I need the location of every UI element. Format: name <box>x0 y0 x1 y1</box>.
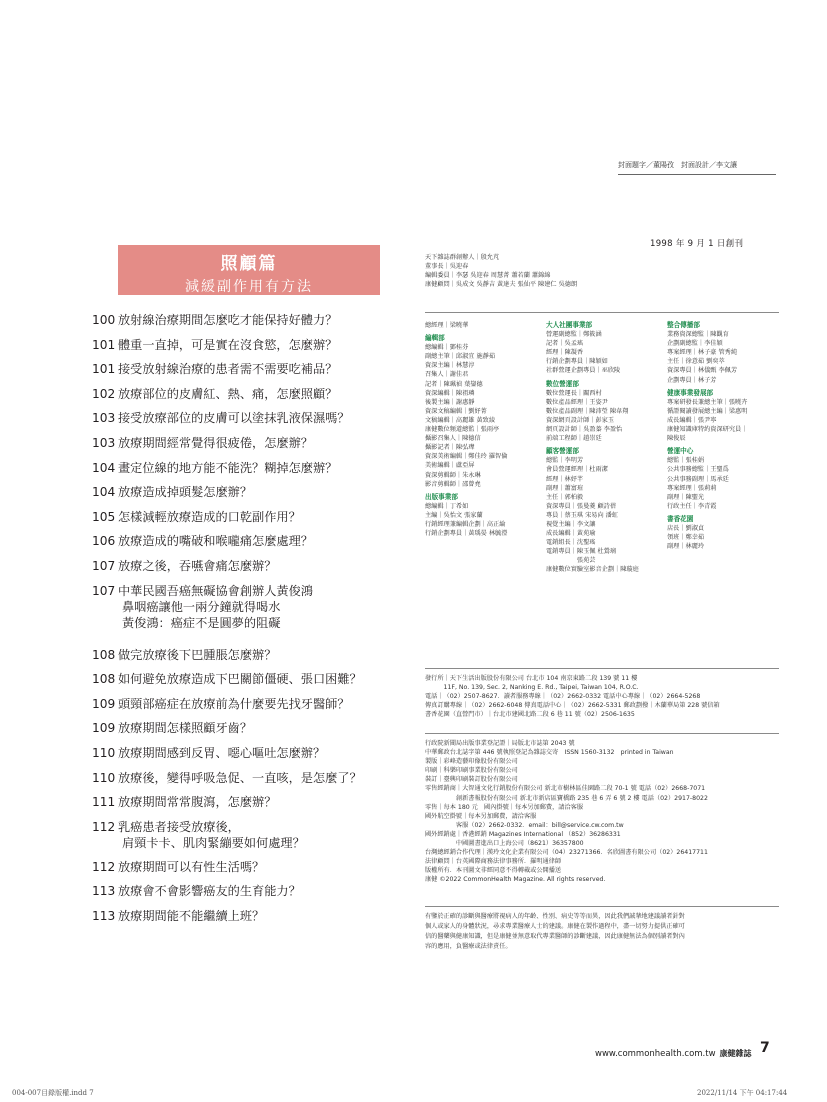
staff-entry: 陳俊辰 <box>667 435 686 443</box>
toc-title: 放療期間可以有性生活嗎？ <box>118 859 265 874</box>
info-block-line: 客服（02）2662-0332．email：bill@service.cw.com.tw <box>425 821 624 829</box>
toc-page-number: 104 <box>92 460 116 475</box>
staff-section-heading: 大人社團事業部 <box>546 321 593 329</box>
staff-entry: 社群營運企劃專員｜巫欣陵 <box>546 367 621 375</box>
info-block-line: 零售經銷商｜大智通文化行銷股份有限公司 新北市樹林區佳園路二段 70-1 號 電話（02）2668-7071 <box>425 785 706 793</box>
toc-title: 如何避免放療造成下巴關節僵硬、張口困難？ <box>118 672 362 687</box>
section-subtitle: 減緩副作用有方法 <box>185 279 313 295</box>
footer-magazine-name: 康健雜誌 <box>719 1049 752 1058</box>
disclaimer-divider <box>425 906 779 907</box>
staff-entry: 公共事務總監｜王聖爲 <box>667 466 729 474</box>
toc-page-number: 103 <box>92 435 116 450</box>
staff-entry: 資深專員｜林儀甄 李佩芳 <box>667 367 738 375</box>
founded-date: 1998 年 9 月 1 日創刊 <box>650 239 744 249</box>
staff-entry: 資深文稿編輯｜劉妤菁 <box>425 407 487 415</box>
toc-page-number: 109 <box>92 721 116 736</box>
staff-entry: 前端工程師｜趙崇廷 <box>546 435 602 443</box>
toc-line <box>92 883 397 899</box>
publisher-block-line: 書香花園（直營門市）｜台北市建國北路二段 6 巷 11 號（02）2506-1635 <box>425 711 635 719</box>
info-block-line: 中華郵政台北誌字第 446 號執照登記為雜誌交寄 ISSN 1560-3132 printed in Taiwan <box>425 749 674 757</box>
toc-title: 放療期間經常覺得很疲倦，怎麼辦？ <box>118 435 313 450</box>
info-block-line: 製版｜彩峰造藝印像股份有限公司 <box>425 758 518 766</box>
staff-entry: 電銷組長｜沈聖瑤 <box>546 539 596 547</box>
staff-entry: 總編輯｜丁希如 <box>425 502 469 510</box>
staff-entry: 店長｜劉淑貞 <box>667 524 705 532</box>
staff-entry: 總監｜李明芳 <box>546 457 584 465</box>
cover-credit: 封面題字／董陽孜 封面設計／李文讓 <box>618 161 737 169</box>
publisher-info <box>425 674 779 719</box>
masthead-top-line: 董事長｜吳迎春 <box>425 263 469 271</box>
staff-entry: 副理｜林麗玲 <box>667 543 705 551</box>
toc-title: 接受放射線治療的患者需不需要吃補品？ <box>118 362 338 377</box>
toc-page-number: 112 <box>92 859 116 874</box>
publisher-block-line: 11F, No. 139, Sec. 2, Nanking E. Rd., Taipei, Taiwan 104, R.O.C. <box>425 684 639 692</box>
info-block-line: 台灣總經銷合作代理｜漢玲文化企業有限公司（04）23271366．名欣圖書有限公司（02）26417711 <box>425 849 708 857</box>
staff-section-heading: 營運中心 <box>667 447 694 456</box>
staff-entry: 循證閱讀發展總主編｜梁惠明 <box>667 407 748 415</box>
staff-entry: 業務資深總監｜陳觀育 <box>667 331 729 339</box>
toc-entry[interactable] <box>92 410 397 435</box>
toc-page-number: 110 <box>92 745 116 760</box>
toc-subline: 黃俊鴻：癌症不是圓夢的阻礙 <box>122 615 281 630</box>
toc-page-number: 100 <box>92 313 116 327</box>
toc-entry[interactable] <box>92 484 397 509</box>
disclaimer-line: 信的醫藥與健康知識，但是康健並無意取代專業醫師的診斷建議，因此康健無法為個別讀者對內 <box>425 933 685 940</box>
staff-column-3 <box>667 321 747 551</box>
staff-entry: 資深主編｜林慧淳 <box>425 362 475 370</box>
info-block-line: 康健 ©2022 CommonHealth Magazine. All rights reserved. <box>425 876 606 884</box>
print-slug-file: 004-007目錄版權.indd 7 <box>12 1089 94 1097</box>
info-block-line: 中國圖書進出口上海公司（8621）36357800 <box>425 840 584 848</box>
toc-entry[interactable] <box>92 770 397 795</box>
toc-page-number: 108 <box>92 647 116 662</box>
toc-page-number: 104 <box>92 485 116 500</box>
staff-section-heading: 健康事業發展部 <box>667 388 714 397</box>
toc-entry[interactable] <box>92 696 397 721</box>
publisher-block-line: 電話｜（02）2507-8627．讀者服務專線｜（02）2662-0332 電話中心專線｜（02）2664-5268 <box>425 693 701 701</box>
staff-section-heading: 數位營運部 <box>546 379 579 388</box>
staff-entry: 康健數位頻道總監｜張雨亭 <box>425 426 500 434</box>
toc-entry[interactable] <box>92 509 397 534</box>
toc-line <box>92 509 397 525</box>
staff-entry: 影音剪輯師｜邵曾堯 <box>425 480 481 488</box>
info-block-line: 創新書報股份有限公司 新北市新店區寶橋路 235 巷 6 弄 6 號 2 樓 電話（02）2917-8022 <box>425 794 708 802</box>
toc-entry[interactable] <box>92 859 397 884</box>
info-block-line: 裝訂｜臺興印刷裝訂股份有限公司 <box>425 776 518 784</box>
toc-entry[interactable] <box>92 558 397 583</box>
staff-entry: 會員營運經理｜杜雨潔 <box>546 466 608 474</box>
toc-line <box>92 908 397 924</box>
staff-entry: 行政主任｜李青霞 <box>667 502 717 510</box>
staff-entry: 專案研發長兼總主筆｜張曉卉 <box>667 398 748 406</box>
staff-entry: 資深美術編輯｜鄭佳玲 羅智倫 <box>425 453 508 461</box>
staff-entry: 文稿編輯｜高麗雄 黃致綾 <box>425 416 496 424</box>
toc-line <box>92 337 397 353</box>
staff-entry: 副理｜陳聖光 <box>667 493 705 501</box>
toc-title: 放療部位的皮膚紅、熱、痛，怎麼照顧？ <box>118 386 338 401</box>
staff-entry: 康健知識庫特約資深研究員｜ <box>667 426 748 434</box>
toc-page-number: 113 <box>92 908 116 923</box>
staff-entry: 網頁設計師｜吳盈蓁 李盈怡 <box>546 426 623 434</box>
staff-entry: 行銷企劃專員｜黃瑀晏 林毓瀅 <box>425 530 508 538</box>
staff-entry: 行銷企劃專員｜陳穎如 <box>546 358 608 366</box>
staff-entry: 公共事務副理｜馬承廷 <box>667 475 729 483</box>
info-block-line: 國外經銷處｜香港經銷 Magazines International （852）36286331 <box>425 830 621 838</box>
toc-title: 放療造成掉頭髮怎麼辦？ <box>118 485 253 500</box>
footer-website[interactable]: www.commonhealth.com.tw <box>595 1049 716 1059</box>
publisher-block-line: 傳真訂購專線｜（02）2662-6048 傳真電話中心｜（02）2662-5331 郵政劃撥｜木蘭華局第 228 號信箱 <box>425 702 720 710</box>
toc-entry[interactable] <box>92 647 397 672</box>
staff-entry: 成長編輯｜張尹寧 <box>667 416 717 424</box>
staff-entry: 視覺主編｜李文讓 <box>546 520 596 528</box>
toc-title: 放療之後，吞嚥會痛怎麼辦？ <box>118 558 277 573</box>
staff-entry: 張苑芸 <box>546 557 596 565</box>
staff-entry: 召集人｜謝佳君 <box>425 371 469 379</box>
staff-entry: 領班｜鄭幸茹 <box>667 534 705 542</box>
disclaimer-line: 有鑒於正確的診斷與醫療將視病人的年齡、性別、病史等等而異，因此我們誠摯地建議讀者針對 <box>425 913 685 920</box>
toc-line <box>92 696 397 712</box>
toc-entry[interactable] <box>92 533 397 558</box>
toc-line <box>92 312 397 328</box>
staff-column-2 <box>546 321 639 575</box>
toc-line <box>92 647 397 663</box>
toc-title: 頭頸部癌症在放療前為什麼要先找牙醫師？ <box>118 696 350 711</box>
staff-entry: 資深編輯｜陳祖璘 <box>425 389 475 397</box>
toc-page-number: 107 <box>92 583 116 598</box>
staff-entry: 後製主編｜謝惠靜 <box>425 398 475 406</box>
publisher-divider <box>425 668 779 669</box>
toc-line <box>92 410 397 426</box>
staff-entry: 攝影召集人｜陳德信 <box>425 435 481 443</box>
toc-line <box>92 671 397 687</box>
staff-entry: 經理｜陳凝香 <box>546 349 584 357</box>
staff-column-1 <box>425 321 507 538</box>
staff-entry: 電銷專員｜陳玉佩 杜鶯璃 <box>546 548 617 556</box>
toc-title: 做完放療後下巴腫脹怎麼辦？ <box>118 647 277 662</box>
toc-line <box>92 720 397 736</box>
toc-title: 放療後，變得呼吸急促、一直咳，是怎麼了？ <box>118 770 362 785</box>
toc-title: 放療期間怎樣照顧牙齒？ <box>118 721 253 736</box>
section-title: 照顧篇 <box>220 254 278 274</box>
staff-section-heading: 顧客營運部 <box>546 447 579 456</box>
toc-entry[interactable] <box>92 745 397 770</box>
toc-page-number: 110 <box>92 770 116 785</box>
toc-entry[interactable] <box>92 361 397 386</box>
page-number: 7 <box>760 1040 770 1056</box>
staff-entry: 記者｜吳孟瑤 <box>546 340 584 348</box>
staff-entry: 企劃專員｜林子芳 <box>667 376 717 384</box>
staff-entry: 副總主筆｜邱淑宜 施靜茹 <box>425 353 496 361</box>
staff-entry: 行銷經理兼編輯企劃｜高正綸 <box>425 520 506 528</box>
toc-line <box>92 819 397 835</box>
masthead-top-line: 編輯委員｜李瑟 吳迎春 周慧菁 蕭若蘭 蕭錦綿 <box>425 272 551 280</box>
toc-title: 放療期間感到反胃、噁心嘔吐怎麼辦？ <box>118 745 326 760</box>
masthead-top <box>425 253 779 289</box>
toc-line <box>92 361 397 377</box>
toc-page-number: 111 <box>92 795 116 810</box>
registration-info <box>425 739 779 885</box>
staff-entry: 經理｜林妤芊 <box>546 475 584 483</box>
toc-entry[interactable] <box>92 435 397 460</box>
staff-section-heading: 出版事業部 <box>425 492 458 501</box>
toc-title: 放療期間能不能繼續上班？ <box>118 908 265 923</box>
toc-line <box>92 460 397 476</box>
staff-entry: 主任｜徐意茹 劉奕萃 <box>667 358 725 366</box>
staff-entry: 專案經理｜林子豪 管秀純 <box>667 349 738 357</box>
disclaimer-line: 個人或家人的身體狀況，尋求專業醫療人士的建議。康健在製作過程中，盡一切努力提供正確可 <box>425 923 685 930</box>
toc-page-number: 112 <box>92 819 116 834</box>
toc-line <box>92 583 397 599</box>
toc-line <box>92 794 397 810</box>
info-block-line: 印刷｜科樂印刷事業股份有限公司 <box>425 767 518 775</box>
toc-page-number: 107 <box>92 558 116 573</box>
staff-entry: 企劃副總監｜李佳穎 <box>667 340 723 348</box>
staff-entry: 資深剪輯師｜朱永琳 <box>425 471 481 479</box>
masthead-top-line: 康健顧問｜吳成文 吳靜吉 黃達夫 張仙平 陳建仁 吳德朗 <box>425 281 578 289</box>
toc-page-number: 113 <box>92 884 116 899</box>
info-block-line: 零售｜每本 180 元 國內掛號｜每本另加郵費，請洽客服 <box>425 803 584 811</box>
toc-page-number: 103 <box>92 411 116 426</box>
staff-entry: 康健數位實驗室影音企劃｜陳璇庭 <box>546 566 639 574</box>
cover-credit-rule <box>618 174 776 175</box>
staff-entry: 總編輯｜鄧桂芬 <box>425 344 469 352</box>
toc-line <box>92 435 397 451</box>
toc-page-number: 106 <box>92 534 116 549</box>
masthead-top-line: 天下雜誌群創辦人｜殷允芃 <box>425 254 500 261</box>
toc-page-number: 101 <box>92 362 116 377</box>
toc-subline: 鼻咽癌讓他一兩分鐘就得喝水 <box>122 599 281 614</box>
toc-page-number: 101 <box>92 337 116 352</box>
toc-title: 怎樣減輕放療造成的口乾副作用？ <box>118 509 301 524</box>
toc-line <box>92 859 397 875</box>
staff-entry: 營運副總監｜鄭筱涵 <box>546 331 602 339</box>
staff-section-heading: 整合傳播部 <box>667 321 700 329</box>
toc-page-number: 102 <box>92 386 116 401</box>
info-block-line: 法律顧問｜台英國際商務法律事務所．羅明通律師 <box>425 858 562 866</box>
toc-line <box>92 386 397 402</box>
toc-entry[interactable] <box>92 671 397 696</box>
toc-line <box>92 558 397 574</box>
toc-title: 放射線治療期間怎麼吃才能保持好體力？ <box>118 313 338 327</box>
toc-page-number: 105 <box>92 509 116 524</box>
staff-entry: 成長編輯｜黃苑瑜 <box>546 530 596 538</box>
publisher-block-line: 發行所｜天下生活出版股份有限公司 台北市 104 南京東路二段 139 號 11 樓 <box>425 675 638 682</box>
staff-section-heading: 編輯部 <box>425 334 445 343</box>
medical-disclaimer <box>425 912 779 952</box>
toc-title: 放療造成的嘴破和喉嚨痛怎麼處理？ <box>118 534 313 549</box>
toc-entry[interactable] <box>92 386 397 411</box>
footer-url <box>595 1048 752 1059</box>
toc-title: 乳癌患者接受放療後， <box>118 819 240 834</box>
toc-line <box>92 484 397 500</box>
toc-line <box>92 770 397 786</box>
staff-entry: 數位產品經理｜王姿尹 <box>546 398 608 406</box>
staff-entry: 攝影記者｜陳弘瑋 <box>425 444 475 452</box>
info-block-line: 行政院新聞局出版事業登記證｜局版北市誌第 2043 號 <box>425 740 575 747</box>
section-title-box <box>118 245 380 295</box>
table-of-contents <box>92 312 397 932</box>
staff-entry: 資深專員｜張曼菱 顧詩蓓 <box>546 502 617 510</box>
staff-entry: 美術編輯｜盧亞屏 <box>425 462 475 470</box>
staff-entry: 記者｜陳珮禎 葉鋆德 <box>425 380 483 388</box>
disclaimer-line: 容的應用，負醫療或法律責任。 <box>425 943 512 950</box>
info-block-line: 版權所有．本刊圖文非經同意不得轉載或公開播送 <box>425 867 562 875</box>
toc-entry[interactable] <box>92 819 397 859</box>
staff-entry: 數位營運長｜關西村 <box>546 389 602 397</box>
info-block-line: 國外航空掛號｜每本另加郵費，請洽客服 <box>425 812 537 820</box>
toc-title: 放療期間常常腹瀉，怎麼辦？ <box>118 795 277 810</box>
toc-entry[interactable] <box>92 794 397 819</box>
toc-entry[interactable] <box>92 908 397 933</box>
staff-entry: 數位產品副理｜陳沛瑩 陳韋翔 <box>546 407 629 415</box>
toc-title: 中華民國吾癌無礙協會創辦人黃俊鴻 <box>118 583 313 598</box>
toc-page-number: 109 <box>92 696 116 711</box>
toc-subline: 肩頸卡卡、肌肉緊繃要如何處理？ <box>122 835 305 850</box>
toc-title: 接受放療部位的皮膚可以塗抹乳液保濕嗎？ <box>118 411 350 426</box>
staff-entry: 副理｜蕭富瑄 <box>546 484 584 492</box>
toc-page-number: 108 <box>92 672 116 687</box>
toc-entry[interactable] <box>92 583 397 647</box>
staff-entry: 專員｜蔡玉琪 宋易向 潘虹 <box>546 511 618 519</box>
toc-entry[interactable] <box>92 720 397 745</box>
staff-section-heading: 書香花園 <box>667 514 694 523</box>
print-slug-timestamp: 2022/11/14 下午 04:17:44 <box>697 1089 788 1097</box>
staff-entry: 主編｜吳怡文 張家蘭 <box>425 511 483 519</box>
toc-entry[interactable] <box>92 312 397 337</box>
toc-title: 體重一直掉，可是實在沒食慾，怎麼辦？ <box>118 337 338 352</box>
toc-entry[interactable] <box>92 460 397 485</box>
toc-title: 放療會不會影響癌友的生育能力？ <box>118 884 301 899</box>
masthead-divider <box>425 312 779 313</box>
registration-divider <box>425 733 779 734</box>
toc-entry[interactable] <box>92 883 397 908</box>
toc-line <box>92 533 397 549</box>
staff-entry: 專案經理｜張莉莉 <box>667 484 717 492</box>
toc-line <box>92 745 397 761</box>
toc-entry[interactable] <box>92 337 397 362</box>
staff-entry: 主任｜郭柏毅 <box>546 493 584 501</box>
staff-entry: 資深網頁設計師｜彭家玉 <box>546 416 615 424</box>
staff-entry: 總經理｜梁曉華 <box>425 322 469 329</box>
toc-title: 畫定位線的地方能不能洗？糊掉怎麼辦？ <box>118 460 338 475</box>
staff-entry: 總監｜張桂娟 <box>667 457 705 465</box>
